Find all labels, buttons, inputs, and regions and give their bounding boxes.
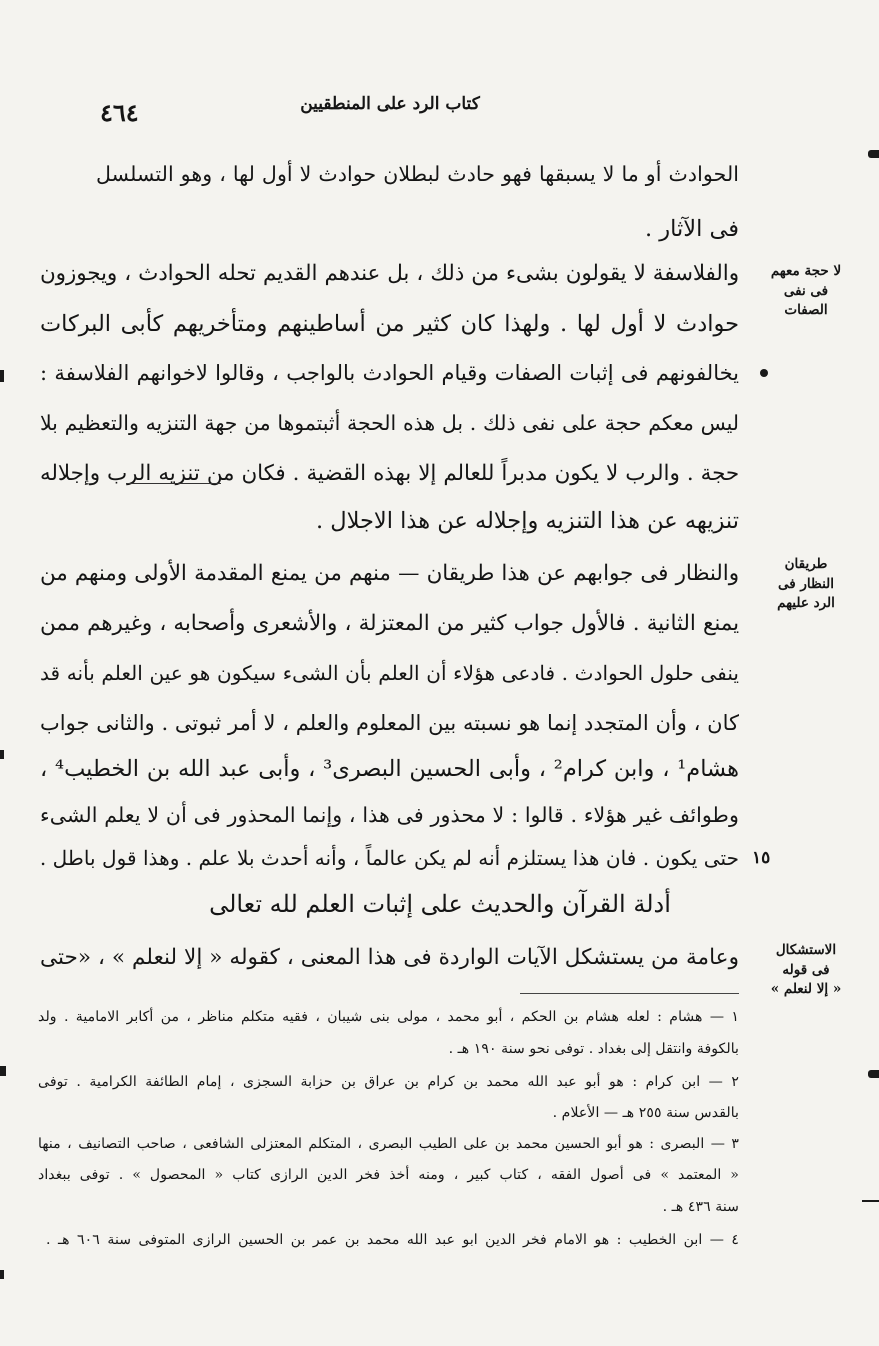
footnote-line: ١ — هشام : لعله هشام بن الحكم ، أبو محمد ، مولى بنى شيبان ، فقيه متكلم مناظر ، من أكابر الامامية . ولد [38, 1009, 739, 1025]
text-line: والفلاسفة لا يقولون بشىء من ذلك ، بل عندهم القديم تحله الحوادث ، ويجوزون [40, 261, 739, 286]
margin-note-line: فى قوله [782, 961, 830, 978]
bullet-mark [760, 369, 768, 377]
scan-edge-mark [862, 1200, 879, 1202]
text-line: يمنع الثانية . فالأول جواب كثير من المعتزلة ، والأشعرى وأصحابه ، وغيرهم ممن [40, 611, 739, 636]
footnote-line: بالكوفة وانتقل إلى بغداد . توفى نحو سنة ١٩٠ هـ . [448, 1041, 739, 1057]
text-line: والنظار فى جوابهم عن هذا طريقان — منهم من يمنع المقدمة الأولى ومنهم من [40, 561, 739, 586]
text-line: تنزيهه عن هذا التنزيه وإجلاله عن هذا الاجلال . [315, 508, 739, 534]
text-line: ينفى حلول الحوادث . فادعى هؤلاء أن العلم بأن الشىء سيكون هو عين العلم بأنه قد [40, 661, 739, 685]
footnote-line: ٣ — البصرى : هو أبو الحسين محمد بن على الطيب البصرى ، المتكلم المعتزلى الشافعى ، صاحب التصانيف ، منها [38, 1136, 739, 1152]
margin-note-line: النظار فى [777, 575, 835, 592]
footnote-line: بالقدس سنة ٢٥٥ هـ — الأعلام . [552, 1105, 739, 1121]
text-line: وعامة من يستشكل الآيات الواردة فى هذا المعنى ، كقوله « إلا لنعلم » ، «حتى [40, 945, 739, 970]
text-line: كان ، وأن المتجدد إنما هو نسبته بين المعلوم والعلم ، لا أمر ثبوتى . والثانى جواب [40, 711, 739, 735]
margin-note-line: « إلا لنعلم » [770, 981, 842, 998]
text-line: ليس معكم حجة على نفى ذلك . بل هذه الحجة أثبتموها من جهة التنزيه والتعظيم بلا [40, 411, 739, 435]
footnote-rule [520, 993, 739, 994]
footnote-line: « المعتمد » فى أصول الفقه ، كتاب كبير ، ومنه أخذ فخر الدين الرازى كتاب « المحصول » . توفى ببغداد [38, 1167, 739, 1183]
margin-note-line: الاستشكال [775, 942, 837, 958]
scan-edge-mark [0, 1270, 4, 1279]
footnote-line: ٤ — ابن الخطيب : هو الامام فخر الدين ابو عبد الله محمد بن عمر بن الحسين الرازى المتوفى سنة ٦٠٦ هـ . [46, 1232, 739, 1248]
footnote-line: سنة ٤٣٦ هـ . [662, 1199, 739, 1215]
footnote-line: ٢ — ابن كرام : هو أبو عبد الله محمد بن كرام بن عراق بن حزابة السجزى ، إمام الطائفة الكرامية . توفى [38, 1074, 739, 1090]
underline-mark [126, 483, 221, 484]
margin-note-2 [761, 555, 851, 614]
text-line: حوادث لا أول لها . ولهذا كان كثير من أساطينهم ومتأخريهم كأبى البركات [40, 311, 739, 337]
margin-note-line: طريقان [784, 556, 828, 572]
page-number: ٤٦٤ [100, 98, 139, 127]
line-number: ١٥ [752, 848, 771, 868]
scan-edge-mark [0, 750, 4, 759]
margin-note-1 [761, 262, 851, 321]
scan-edge-mark [0, 1066, 6, 1076]
scan-edge-mark [868, 1070, 879, 1078]
running-title: كتاب الرد على المنطقيين [300, 94, 480, 114]
margin-note-line: الرد عليهم [777, 595, 835, 612]
text-line: يخالفونهم فى إثبات الصفات وقيام الحوادث بالواجب ، وقالوا لاخوانهم الفلاسفة : [40, 361, 739, 385]
margin-note-3 [761, 941, 851, 1000]
section-heading: أدلة القرآن والحديث على إثبات العلم لله تعالى [209, 890, 671, 918]
scan-edge-mark [868, 150, 879, 158]
text-line: حجة . والرب لا يكون مدبراً للعالم إلا بهذه القضية . فكان من تنزيه الرب وإجلاله [40, 461, 739, 486]
text-line: فى الآثار . [644, 216, 739, 242]
scan-edge-mark [0, 370, 4, 382]
margin-note-line: فى نفى الصفات [783, 282, 829, 319]
text-line: هشام¹ ، وابن كرام² ، وأبى الحسين البصرى³ ، وأبى عبد الله بن الخطيب⁴ ، [40, 756, 739, 782]
text-line: وطوائف غير هؤلاء . قالوا : لا محذور فى هذا ، وإنما المحذور فى أن لا يعلم الشىء [40, 803, 739, 827]
text-line: حتى يكون . فان هذا يستلزم أنه لم يكن عالماً ، وأنه أحدث بلا علم . وهذا قول باطل . [39, 846, 739, 870]
margin-note-line: لا حجة معهم [770, 263, 842, 279]
text-line: الحوادث أو ما لا يسبقها فهو حادث لبطلان حوادث لا أول لها ، وهو التسلسل [96, 162, 739, 186]
